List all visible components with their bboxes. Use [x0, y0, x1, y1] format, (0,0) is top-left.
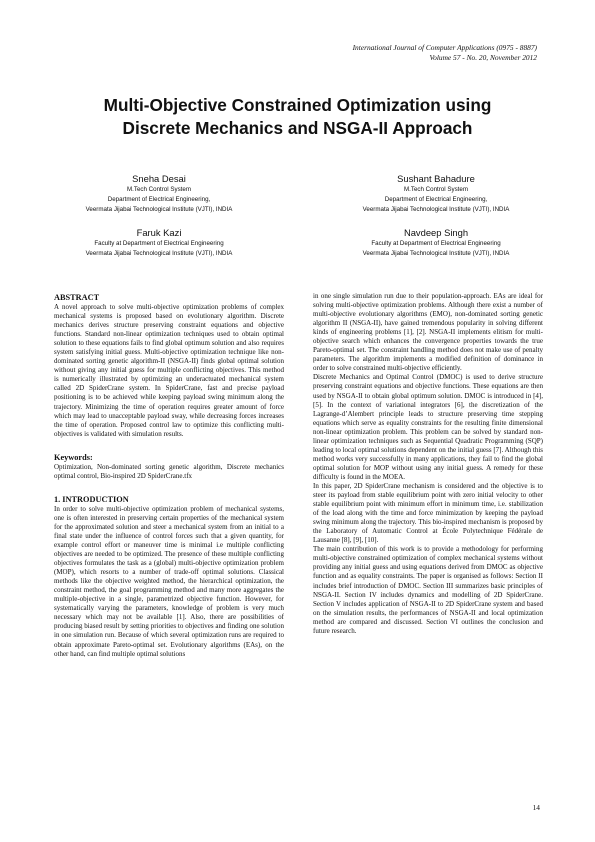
title-line-1: Multi-Objective Constrained Optimization using: [103, 95, 492, 115]
keywords-text: Optimization, Non-dominated sorting genetic algorithm, Discrete mechanics optimal control, Bio-inspired 2D SpiderCrane.tfx: [54, 462, 284, 480]
author-affiliation: Veermata Jijabai Technological Institute (VJTI), INDIA: [362, 206, 510, 213]
author-block: [29, 172, 289, 215]
author-block: [306, 226, 566, 259]
keywords-heading: Keywords:: [54, 452, 93, 462]
right-column: [313, 292, 543, 636]
body-paragraph: Discrete Mechanics and Optimal Control (DMOC) is used to derive structure preserving constraint equations and objective functions. These equations are then used by NSGA-II to obtain global optimum solution. DMOC is introduced in [4], [5]. In the context of variational integrators [6], the discretization of the Lagrange-d’Alembert principle leads to structure preserving time stepping equations which serve as equality constraints for the resulting finite dimensional non-linear optimization problem. This problem can be solved by standard non-linear optimization techniques such as Sequential Quadratic Programming (SQP) leading to local optimal solutions dependent on the initial guess [7]. Although this method works very successfully in many applications, they fail to find the global optimal solution for MOP without using any initial guess. A remedy for these difficulty is found in the MOEA.: [313, 373, 543, 481]
journal-name: International Journal of Computer Applications (0975 - 8887): [352, 43, 537, 52]
author-name: Sneha Desai: [132, 173, 186, 184]
author-affiliation: M.Tech Control System: [127, 186, 191, 193]
author-affiliation: Veermata Jijabai Technological Institute (VJTI), INDIA: [85, 250, 233, 257]
paper-title: [40, 94, 555, 140]
author-affiliation: M.Tech Control System: [404, 186, 468, 193]
introduction-heading: 1. INTRODUCTION: [54, 494, 129, 504]
author-name: Sushant Bahadure: [397, 173, 475, 184]
author-block: [306, 172, 566, 215]
body-paragraph: in one single simulation run due to their population-approach. EAs are ideal for solving multi-objective optimization problems. Although there exist a number of multi-objective evolutionary algorithms (EMO), non-dominated sorting genetic algorithm II (NSGA-II), have gained tremendous popularity in solving different kinds of engineering problems [1], [2]. NSGA-II implements elitism for multi-objective search which enhances the convergence properties towards the true Pareto-optimal set. The constraint handling method does not make use of penalty parameters. The algorithm implements a modified definition of dominance in order to solve constrained multi-objective efficiently.: [313, 292, 543, 373]
author-name: Navdeep Singh: [403, 227, 469, 238]
left-column: [54, 292, 284, 659]
introduction-text: In order to solve multi-objective optimization problem of mechanical systems, one is often interested in preserving certain properties of the mechanical system for the approximated solution and steer a mechanical system from an initial to a final state under the influence of control forces such that a given quantity, for example control effort or maneuver time is minimal i.e multiple conflicting objectives are needed to be optimized. The presence of these multiple conflicting objectives formulates the task as a (global) multi-objective optimization problem (MOP), which resorts to a number of trade-off optimal solutions. Classical methods like the objective weighted method, the hierarchical optimization, the constraint method, the goal programming method and many more aggregates the multiple-objective in a single, parametrized objective function. However, for systematically varying the parameters, knowledge of problem is very much necessary which may not be available [1]. Also, there are possibilities of producing biased result by setting priorities to objectives and finding one solution in one simulation run. Because of which several optimization runs are required to obtain approximate Pareto-optimal set. Evolutionary algorithms (EAs), on the other hand, can find multiple optimal solutions: [54, 504, 284, 658]
author-name: Faruk Kazi: [136, 227, 182, 238]
author-affiliation: Faculty at Department of Electrical Engineering: [94, 240, 224, 247]
body-paragraph: The main contribution of this work is to provide a methodology for performing multi-objective constrained optimization of complex mechanical systems without providing any initial guess and using equations derived from DMOC as objective function and as equality constraints. The paper is organised as follows: Section II includes brief introduction of DMOC. Section III summarizes basic principles of NSGA-II. Section IV includes dynamics and modelling of 2D SpiderCrane. Section V includes application of NSGA-II to 2D SpiderCrane system and based on the simulation results, the performances of NSGA-II and local optimization method are compared and discussed. Section VI outlines the conclusion and future research.: [313, 545, 543, 635]
author-affiliation: Faculty at Department of Electrical Engineering: [371, 240, 501, 247]
journal-volume: Volume 57 - No. 20, November 2012: [429, 53, 537, 62]
author-block: [29, 226, 289, 259]
author-affiliation: Veermata Jijabai Technological Institute (VJTI), INDIA: [85, 206, 233, 213]
abstract-text: A novel approach to solve multi-objective optimization problems of complex mechanical systems is proposed based on evolutionary algorithm. Discrete mechanics derives structure preserving constraint equations and objective functions. Standard non-linear optimization techniques used to obtain optimal solution to these equations fails to find global optimum solution and also requires system satisfying initial guess. Multi-objective optimization technique like non-dominated sorting genetic algorithm-II (NSGA-II) finds global optimal solution without giving any initial guess for multiple conflicting objectives. This method is numerically illustrated by optimizing an underactuated mechanical system called 2D SpiderCrane system. In SpiderCrane, fast and precise payload positioning is to be achieved while keeping payload swing minimum along the trajectory. Minimizing the time of operation requires greater amount of force which may lead to unacceptable payload sway, while decreasing forces increases the time of operation. Proposed control law to optimize this conflicting multi-objectives is validated with simulation results.: [54, 303, 284, 438]
page-number: 14: [532, 803, 540, 812]
body-paragraph: In this paper, 2D SpiderCrane mechanism is considered and the objective is to steer its payload from stable equilibrium point with zero initial velocity to other stable equilibrium point with minimum effort in minimum time, i.e. stabilization of the load along with the time and force minimization by keeping the payload swing minimum along the trajectory. This bio-inspired mechanism is proposed by the Laboratory of Automatic Control at École Polytechnique Fédérale de Lausanne [8], [9], [10].: [313, 481, 543, 545]
author-affiliation: Veermata Jijabai Technological Institute (VJTI), INDIA: [362, 250, 510, 257]
author-affiliation: Department of Electrical Engineering,: [384, 196, 488, 203]
journal-header: [353, 43, 537, 63]
abstract-heading: ABSTRACT: [54, 293, 100, 302]
title-line-2: Discrete Mechanics and NSGA-II Approach: [122, 118, 473, 138]
author-affiliation: Department of Electrical Engineering,: [107, 196, 211, 203]
